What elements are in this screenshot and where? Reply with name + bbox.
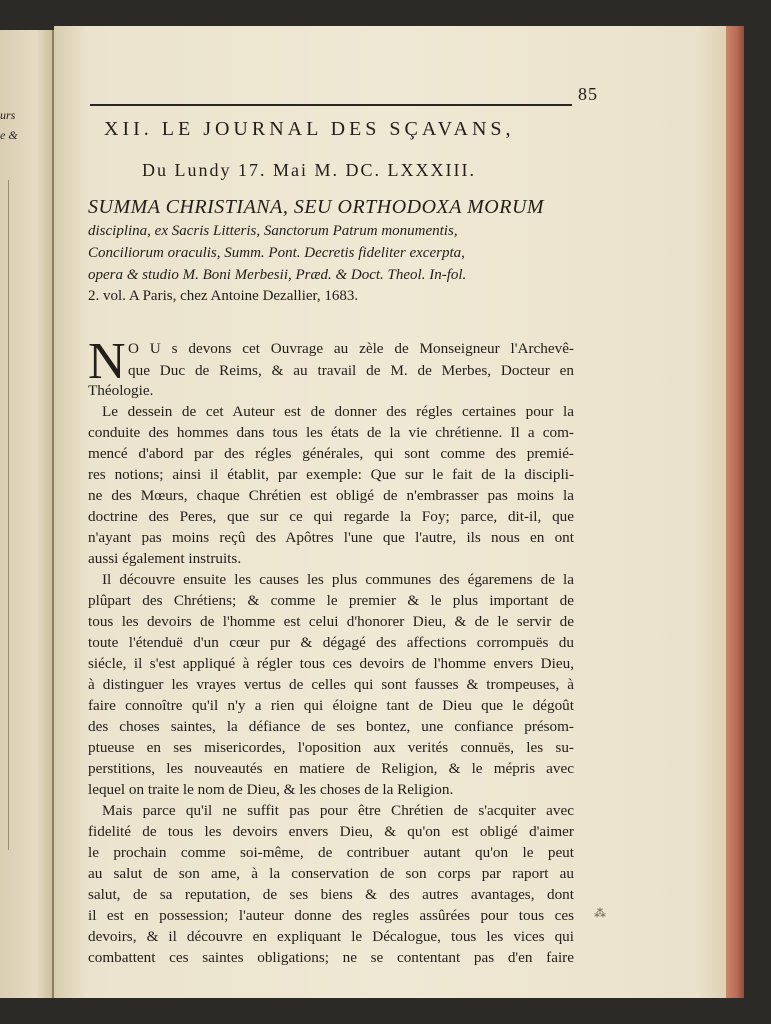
drop-cap: N xyxy=(88,333,126,390)
journal-header: XII. LE JOURNAL DES SÇAVANS, xyxy=(104,118,515,140)
body-line: il est en possession; l'auteur donne des regles assûrées pour tous ces xyxy=(88,907,574,924)
body-line: faire connoître qu'il n'y a rien qui éloigne tant de Dieu que le dégoût xyxy=(88,697,574,714)
left-page-fragment: e & xyxy=(0,128,18,142)
body-line: plûpart des Chrétiens; & comme le premier & le plus important de xyxy=(88,592,574,609)
body-line: siécle, il s'est appliqué à régler tous ces devoirs de l'homme envers Dieu, xyxy=(88,655,574,672)
body-line: des choses saintes, la défiance de ses bontez, une confiance présom- xyxy=(88,718,574,735)
body-line: ptueuse en ses misericordes, l'oposition aux verités connuës, les su- xyxy=(88,739,574,756)
body-line: mencé d'abord par des régles générales, qui sont comme des premié- xyxy=(88,445,574,462)
body-line: Il découvre ensuite les causes les plus communes des égaremens de la xyxy=(102,571,574,588)
book-description-line: Conciliorum oraculis, Summ. Pont. Decretis fideliter excerpta, xyxy=(88,245,465,261)
page-number: 85 xyxy=(578,84,598,104)
body-line: salut, de sa reputation, de ses biens & des autres avantages, dont xyxy=(88,886,574,903)
body-line: perstitions, les nouveautés en matiere de Religion, & le mépris avec xyxy=(88,760,574,777)
left-page-edge xyxy=(0,30,54,998)
body-line: à distinguer les vrayes vertus de celles qui sont fausses & trompeuses, à xyxy=(88,676,574,693)
left-page-fragment: urs xyxy=(0,108,16,122)
book-description-line: opera & studio M. Boni Merbesii, Præd. & Doct. Theol. In-fol. xyxy=(88,267,467,283)
body-line: combattent ces saintes obligations; ne se contentant pas d'en faire xyxy=(88,949,574,966)
body-line: au salut de son ame, à la conservation de son corps par raport au xyxy=(88,865,574,882)
header-rule xyxy=(90,104,572,106)
journal-page xyxy=(54,26,730,998)
body-line: O U s devons cet Ouvrage au zèle de Monseigneur l'Archevê- xyxy=(128,340,574,357)
body-line: ne des Mœurs, chaque Chrétien est obligé de n'embrasser pas moins la xyxy=(88,487,574,504)
issue-date: Du Lundy 17. Mai M. DC. LXXXIII. xyxy=(142,160,476,180)
left-page-rule xyxy=(8,180,9,850)
page-edge xyxy=(726,26,744,998)
body-line: lequel on traite le nom de Dieu, & les choses de la Religion. xyxy=(88,781,454,798)
body-line: res notions; ainsi il établit, par exemple: Que sur le fait de la discipli- xyxy=(88,466,574,483)
body-line: tous les devoirs de l'homme est celui d'honorer Dieu, & de le servir de xyxy=(88,613,574,630)
body-line: doctrine des Peres, que sur ce qui regarde la Foy; parce, dit-il, que xyxy=(88,508,574,525)
body-line: conduite des hommes dans tous les états de la vie chrétienne. Il a com- xyxy=(88,424,574,441)
body-line: devoirs, & il découvre en expliquant le Décalogue, tous les vices qui xyxy=(88,928,574,945)
body-line: que Duc de Reims, & au travail de M. de Merbes, Docteur en xyxy=(128,362,574,379)
body-line: Le dessein de cet Auteur est de donner des régles certaines pour la xyxy=(102,403,574,420)
body-line: fidelité de tous les devoirs envers Dieu, & qu'on est obligé d'aimer xyxy=(88,823,574,840)
body-line: Mais parce qu'il ne suffit pas pour être Chrétien de s'acquiter avec xyxy=(102,802,574,819)
body-line: toute l'étenduë d'un cœur pur & dégagé des affections corrompuës du xyxy=(88,634,574,651)
book-title: SUMMA CHRISTIANA, SEU ORTHODOXA MORUM xyxy=(88,196,545,218)
body-line: aussi également instruits. xyxy=(88,550,242,567)
book-description-line: 2. vol. A Paris, chez Antoine Dezallier, 1683. xyxy=(88,288,359,304)
catchword-mark: ⁂ xyxy=(594,906,606,920)
body-line: n'ayant pas moins reçû des Apôtres l'une que l'autre, ils nous en ont xyxy=(88,529,574,546)
book-description-line: disciplina, ex Sacris Litteris, Sanctorum Patrum monumentis, xyxy=(88,223,458,239)
body-line: le prochain comme soi-même, de contribuer autant qu'on le peut xyxy=(88,844,574,861)
body-line: Théologie. xyxy=(88,382,154,399)
